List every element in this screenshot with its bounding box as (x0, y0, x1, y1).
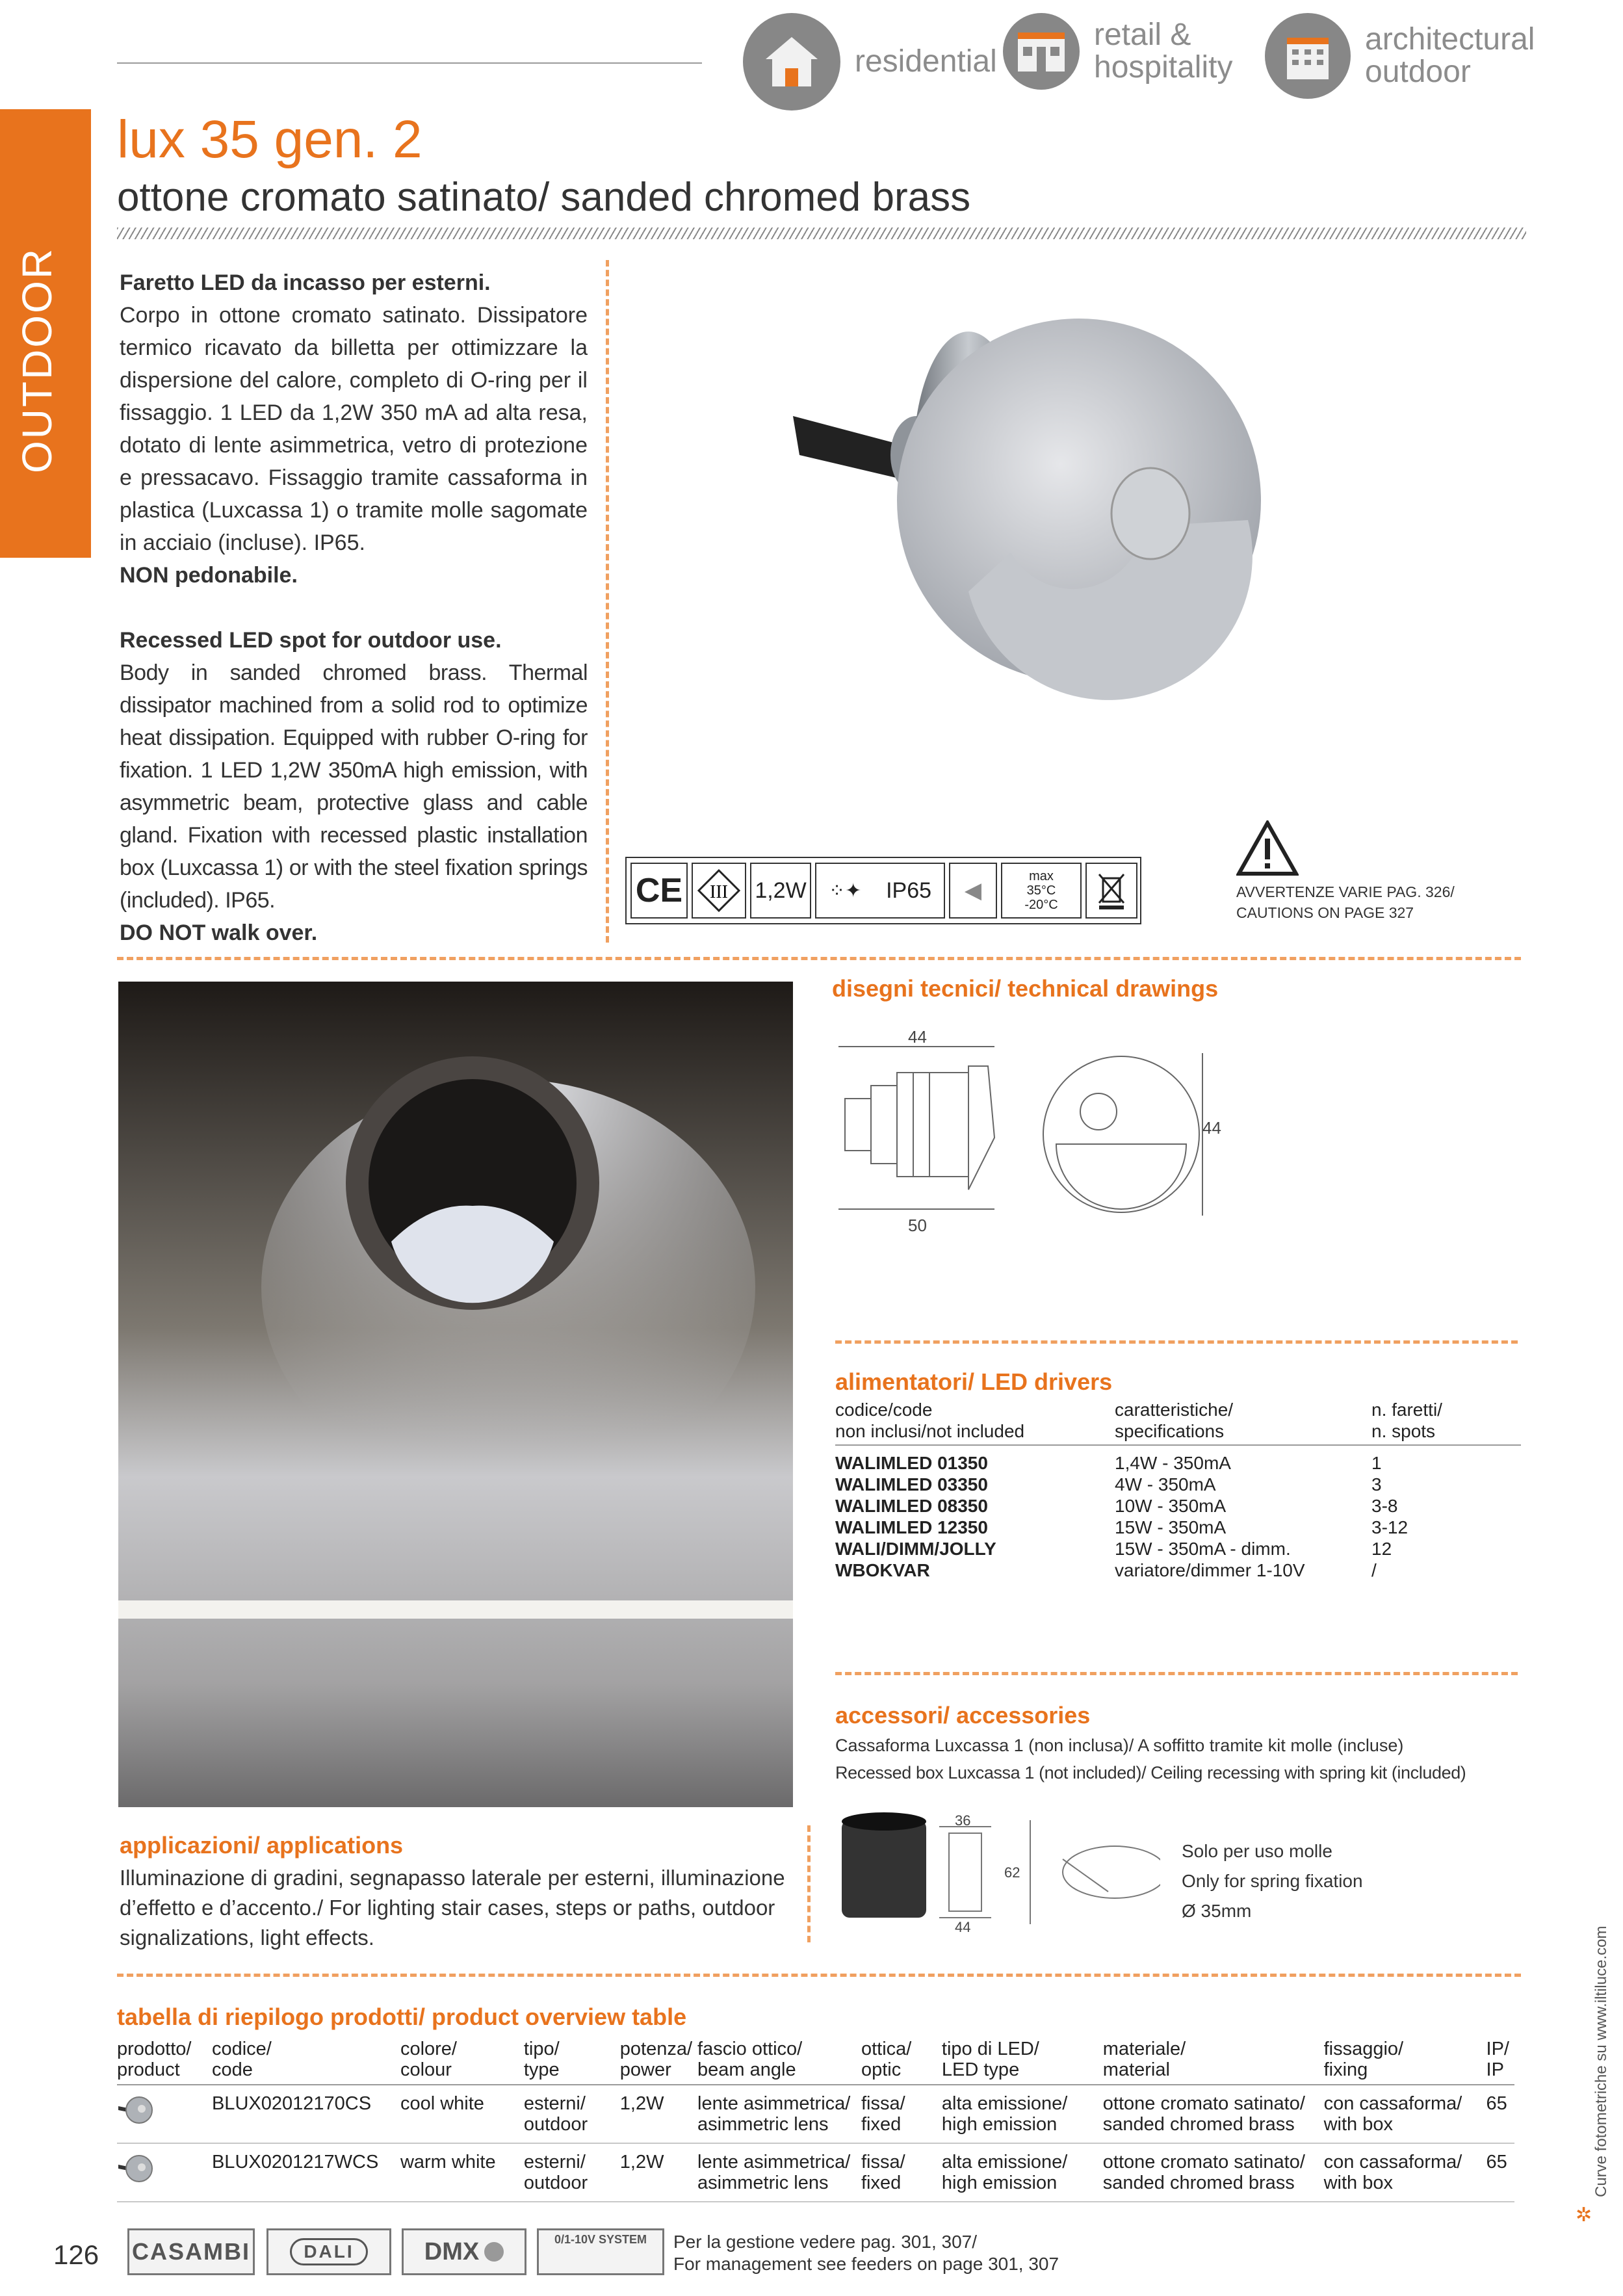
product-power: 1,2W (620, 2085, 697, 2143)
acc-note1: Solo per uso molle (1182, 1841, 1332, 1861)
product-type-en: outdoor (523, 2114, 588, 2135)
cautions-line1: AVVERTENZE VARIE PAG. 326/ (1236, 883, 1455, 900)
description-warning-en: DO NOT walk over. (120, 920, 318, 945)
class-iii-icon (692, 863, 746, 919)
product-ip: 65 (1487, 2085, 1514, 2143)
product-optic: fissa/ (861, 2152, 905, 2172)
product-code: BLUX0201217WCS (212, 2143, 400, 2202)
product-type-en: outdoor (523, 2172, 588, 2193)
driver-code: WALI/DIMM/JOLLY (835, 1539, 996, 1559)
col-header-en: colour (400, 2059, 452, 2080)
driver-spec: 10W - 350mA (1115, 1496, 1227, 1516)
table-row (835, 1474, 1521, 1495)
product-subtitle: ottone cromato satinato/ sanded chromed brass (117, 175, 971, 220)
side-note-text: Curve fotometriche su www.iltiluce.com (1592, 1925, 1610, 2197)
category-label-line1: architectural (1365, 22, 1535, 57)
table-row (835, 1559, 1521, 1581)
driver-spots: 3 (1371, 1474, 1382, 1494)
weee-bin-icon (1085, 863, 1137, 919)
driver-spec: 15W - 350mA (1115, 1517, 1227, 1537)
led-drivers-table (835, 1399, 1521, 1581)
product-type: esterni/ (523, 2152, 586, 2172)
col-header-en: material (1102, 2059, 1170, 2080)
col-header: tipo di LED/ (941, 2039, 1039, 2059)
description-vertical-divider (606, 260, 609, 943)
temp-min: -20°C (1024, 898, 1058, 912)
accessories-line1: Cassaforma Luxcassa 1 (non inclusa)/ A soffitto tramite kit molle (incluse) (835, 1736, 1404, 1755)
table-row (835, 1495, 1521, 1517)
product-led-type-en: high emission (941, 2114, 1058, 2135)
building-icon (1265, 13, 1351, 99)
driver-code: WALIMLED 03350 (835, 1474, 988, 1494)
product-beam-en: asimmetric lens (697, 2114, 829, 2135)
col-header: IP/ (1486, 2039, 1509, 2059)
product-optic-en: fixed (861, 2172, 902, 2193)
section-divider (835, 1672, 1518, 1675)
category-label-line2: outdoor (1365, 55, 1471, 89)
table-row[interactable] (117, 2085, 1514, 2143)
section-tab-label: OUTDOOR (14, 246, 60, 473)
col-header: fissaggio/ (1323, 2039, 1404, 2059)
house-icon (743, 13, 840, 111)
installation-photo (118, 982, 793, 1807)
header-rule (117, 62, 702, 64)
header-spec: caratteristiche/ (1115, 1400, 1234, 1420)
product-material-en: sanded chromed brass (1102, 2114, 1295, 2135)
driver-code: WALIMLED 08350 (835, 1496, 988, 1516)
dmx-circle-icon (484, 2242, 504, 2262)
driver-spots: 3-8 (1371, 1496, 1398, 1516)
section-divider (117, 1974, 1521, 1977)
acc-note2: Only for spring fixation (1182, 1871, 1363, 1891)
title-hatch-divider (117, 228, 1526, 239)
col-header-en: beam angle (697, 2059, 796, 2080)
driver-code: WALIMLED 01350 (835, 1453, 988, 1473)
col-header: fascio ottico/ (697, 2039, 803, 2059)
dmx-logo-text: DMX (424, 2237, 480, 2265)
accessories-title: accessori/ accessories (835, 1702, 1091, 1729)
category-retail[interactable] (1003, 13, 1232, 90)
product-colour: cool white (400, 2085, 524, 2143)
cautions-note (1236, 881, 1455, 923)
sun-icon: ✲ (1576, 2204, 1592, 2226)
product-led-type: alta emissione/ (941, 2093, 1068, 2114)
driver-spec: variatore/dimmer 1-10V (1115, 1560, 1305, 1580)
zero-ten-volt-logo: 0/1-10V SYSTEM (537, 2228, 664, 2275)
dali-logo-text: DALI (290, 2238, 367, 2265)
header-code-note: non inclusi/not included (835, 1421, 1025, 1441)
description-body-en: Body in sanded chromed brass. Thermal dissipator machined from a solid rod to optimize heat dissipation. Equipped with rubber O-ring for fixation. 1 LED 1,2W 350mA high emission, with asymmetric beam, protective glass and cable gland. Fixation with recessed plastic installation box (Luxcassa 1) or with the steel fixation springs (included). IP65. (120, 660, 588, 913)
driver-spec: 4W - 350mA (1115, 1474, 1216, 1494)
product-fixing: con cassaforma/ (1323, 2093, 1462, 2114)
cautions-line2: CAUTIONS ON PAGE 327 (1236, 904, 1414, 921)
col-header: potenza/ (619, 2039, 693, 2059)
management-note-line2: For management see feeders on page 301, 307 (673, 2254, 1059, 2274)
col-header-en: LED type (941, 2059, 1020, 2080)
management-note (673, 2231, 1059, 2275)
acc-note3: Ø 35mm (1182, 1901, 1252, 1921)
temperature-badge (1001, 863, 1082, 919)
arrow-icon: ◀ (949, 863, 997, 919)
section-tab-outdoor[interactable] (0, 109, 91, 558)
class-text: III (710, 882, 728, 902)
driver-spec: 15W - 350mA - dimm. (1115, 1539, 1291, 1559)
driver-spec: 1,4W - 350mA (1115, 1453, 1231, 1473)
luxcassa-drawing (835, 1807, 1160, 1937)
product-power: 1,2W (620, 2143, 697, 2202)
product-led-type-en: high emission (941, 2172, 1058, 2193)
product-fixing-en: with box (1323, 2172, 1393, 2193)
led-drivers-title: alimentatori/ LED drivers (835, 1368, 1113, 1395)
product-title: lux 35 gen. 2 (117, 110, 422, 169)
acc-dim-top: 36 (955, 1812, 971, 1829)
product-photo (780, 306, 1274, 709)
col-header-en: type (523, 2059, 560, 2080)
description-body-it: Corpo in ottone cromato satinato. Dissipatore termico ricavato da billetta per ottimizzare la dispersione del calore, completo di O-ring per il fissaggio. 1 LED da 1,2W 350 mA ad alta resa, dotato di lente asimmetrica, vetro di protezione e pressacavo. Fissaggio tramite cassaforma in plastica (Luxcassa 1) o tramite molle sagomate in acciaio (incluse). IP65. (120, 303, 588, 555)
power-badge: 1,2W (750, 863, 811, 919)
col-header-en: fixing (1323, 2059, 1368, 2080)
product-overview-table (117, 2039, 1514, 2202)
description-warning-it: NON pedonabile. (120, 563, 298, 588)
applications-vertical-divider (807, 1825, 811, 1942)
col-header: ottica/ (861, 2039, 912, 2059)
product-thumbnail-icon (117, 2093, 156, 2126)
casambi-logo: CASAMBI (127, 2228, 255, 2275)
col-header: colore/ (400, 2039, 457, 2059)
product-material-en: sanded chromed brass (1102, 2172, 1295, 2193)
technical-drawing (832, 1021, 1261, 1248)
product-material: ottone cromato satinato/ (1102, 2093, 1305, 2114)
product-fixing: con cassaforma/ (1323, 2152, 1462, 2172)
table-row (835, 1445, 1521, 1474)
category-label-line1: retail & (1094, 18, 1191, 52)
table-row[interactable] (117, 2143, 1514, 2202)
driver-code: WBOKVAR (835, 1560, 930, 1580)
product-fixing-en: with box (1323, 2114, 1393, 2135)
table-header (835, 1399, 1521, 1445)
header-spots: n. faretti/ (1371, 1400, 1442, 1420)
section-divider (117, 957, 1521, 960)
photometric-curves-note[interactable] (1592, 1926, 1611, 2197)
driver-spots: 12 (1371, 1539, 1392, 1559)
overview-title: tabella di riepilogo prodotti/ product overview table (117, 2003, 687, 2030)
driver-spots: 1 (1371, 1453, 1382, 1473)
driver-code: WALIMLED 12350 (835, 1517, 988, 1537)
certification-strip (625, 857, 1141, 924)
warning-triangle-icon (1236, 820, 1299, 880)
shop-icon (1003, 13, 1080, 90)
product-description (120, 267, 588, 949)
section-divider (835, 1340, 1518, 1344)
accessories-line2: Recessed box Luxcassa 1 (not included)/ Ceiling recessing with spring kit (included) (835, 1763, 1466, 1782)
ce-mark-icon: CE (630, 863, 688, 919)
dim-right: 44 (1202, 1118, 1221, 1138)
acc-dim-side: 62 (1004, 1864, 1020, 1881)
category-label-line2: hospitality (1094, 50, 1233, 85)
dali-logo (266, 2228, 391, 2275)
col-header-en: product (117, 2059, 180, 2080)
page-number: 126 (53, 2239, 99, 2270)
category-architectural[interactable] (1265, 13, 1535, 99)
category-label: residential (855, 44, 997, 79)
product-optic: fissa/ (861, 2093, 905, 2114)
temp-max-label: max (1029, 869, 1054, 883)
acc-dim-bottom: 44 (955, 1919, 971, 1935)
product-colour: warm white (400, 2143, 524, 2202)
dim-bottom: 50 (908, 1216, 927, 1235)
applications-title: applicazioni/ applications (120, 1832, 404, 1859)
product-optic-en: fixed (861, 2114, 902, 2135)
description-heading-it: Faretto LED da incasso per esterni. (120, 270, 491, 295)
col-header: tipo/ (523, 2039, 560, 2059)
product-thumbnail-icon (117, 2152, 156, 2184)
driver-spots: / (1371, 1560, 1377, 1580)
product-beam: lente asimmetrica/ (697, 2093, 851, 2114)
product-type: esterni/ (523, 2093, 586, 2114)
header-spots-en: n. spots (1371, 1421, 1436, 1441)
product-material: ottone cromato satinato/ (1102, 2152, 1305, 2172)
dmx-logo (402, 2228, 526, 2275)
ip-badge (815, 863, 945, 919)
table-row (835, 1538, 1521, 1559)
header-spec-en: specifications (1115, 1421, 1225, 1441)
driver-spots: 3-12 (1371, 1517, 1409, 1537)
technical-drawings-title: disegni tecnici/ technical drawings (832, 975, 1219, 1002)
product-led-type: alta emissione/ (941, 2152, 1068, 2172)
col-header-en: code (211, 2059, 253, 2080)
description-heading-en: Recessed LED spot for outdoor use. (120, 628, 502, 653)
temp-max: 35°C (1026, 883, 1056, 898)
ip-rating: IP65 (886, 878, 932, 903)
applications-text: Illuminazione di gradini, segnapasso laterale per esterni, illuminazione d’effetto e d’accento./ For lighting stair cases, steps or paths, outdoor signalizations, light effects. (120, 1866, 785, 1950)
category-residential[interactable] (743, 13, 997, 111)
col-header: codice/ (211, 2039, 272, 2059)
col-header-en: power (619, 2059, 671, 2080)
product-beam-en: asimmetric lens (697, 2172, 829, 2193)
col-header: prodotto/ (117, 2039, 192, 2059)
product-code: BLUX02012170CS (212, 2085, 400, 2143)
dim-top: 44 (908, 1027, 927, 1047)
col-header-en: IP (1486, 2059, 1504, 2080)
header-code: codice/code (835, 1400, 933, 1420)
dust-water-icon: ⁘✦ (828, 880, 862, 902)
spring-fixation-notes (1182, 1836, 1363, 1926)
table-row (835, 1517, 1521, 1538)
table-header (117, 2039, 1514, 2085)
product-ip: 65 (1487, 2143, 1514, 2202)
col-header: materiale/ (1102, 2039, 1186, 2059)
product-beam: lente asimmetrica/ (697, 2152, 851, 2172)
col-header-en: optic (861, 2059, 902, 2080)
management-note-line1: Per la gestione vedere pag. 301, 307/ (673, 2232, 978, 2252)
